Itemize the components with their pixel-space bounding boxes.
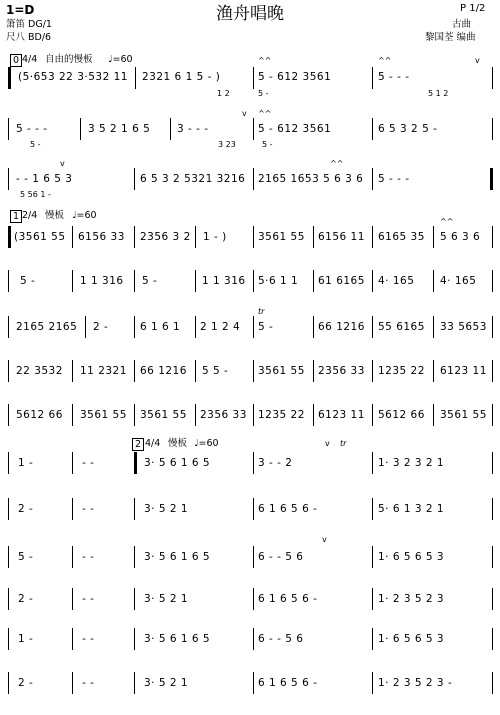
barline xyxy=(8,628,9,650)
barline xyxy=(372,118,373,140)
measure: 3 - - - xyxy=(177,123,209,135)
staff-row xyxy=(0,208,500,254)
staff-row xyxy=(0,158,500,206)
measure: 1· 2 3 5 2 3 xyxy=(378,593,445,605)
barline xyxy=(492,67,493,89)
barline xyxy=(134,498,135,520)
barline xyxy=(72,588,73,610)
barline xyxy=(8,452,9,474)
measure: 6 - - 5 6 xyxy=(258,551,304,563)
measure: 6165 35 xyxy=(378,231,425,243)
measure: 3561 55 xyxy=(440,409,487,421)
measure: 2356 33 xyxy=(200,409,247,421)
barline xyxy=(253,168,254,190)
instrument-1: 箫笛 DG/1 xyxy=(6,19,52,30)
barline xyxy=(433,316,434,338)
measure: 5 5 - xyxy=(202,365,229,377)
measure: 2 1 2 4 xyxy=(200,321,241,333)
measure: 1· 6 5 6 5 3 xyxy=(378,633,445,645)
measure: 6 5 3 2 5 - xyxy=(378,123,438,135)
barline xyxy=(313,316,314,338)
measure: 1 1 316 xyxy=(202,275,246,287)
measure: 3· 5 6 1 6 5 xyxy=(144,457,211,469)
barline xyxy=(372,168,373,190)
barline xyxy=(372,672,373,694)
barline xyxy=(134,168,135,190)
barline xyxy=(372,452,373,474)
measure: 6156 33 xyxy=(78,231,125,243)
barline xyxy=(8,546,9,568)
measure: 5 - xyxy=(18,551,34,563)
barline xyxy=(8,270,9,292)
barline xyxy=(372,546,373,568)
measure: 3561 55 xyxy=(258,365,305,377)
barline xyxy=(85,316,86,338)
barline xyxy=(8,118,9,140)
barline xyxy=(8,672,9,694)
barline xyxy=(72,270,73,292)
measure: - - 1 6 5 3 xyxy=(16,173,73,185)
bpm-label: ♩=60 xyxy=(72,210,97,221)
barline xyxy=(372,360,373,382)
measure: 1· 3 2 3 2 1 xyxy=(378,457,445,469)
barline xyxy=(313,270,314,292)
measure: 5612 66 xyxy=(16,409,63,421)
barline xyxy=(433,226,434,248)
measure: 6156 11 xyxy=(318,231,365,243)
accent-mark: ^^ xyxy=(330,159,344,168)
tempo-label: 自由的慢板 xyxy=(45,54,93,65)
measure: 6 1 6 5 6 - xyxy=(258,503,318,515)
lower-voice: 5 1 2 xyxy=(428,89,449,98)
trill-mark: tr xyxy=(258,307,265,316)
staff-row xyxy=(0,108,500,154)
barline xyxy=(372,404,373,426)
breath-mark: v xyxy=(475,56,480,65)
measure: 3 5 2 1 6 5 xyxy=(88,123,151,135)
accent-mark: ^^ xyxy=(258,109,272,118)
staff-row xyxy=(0,266,500,302)
barline xyxy=(372,498,373,520)
staff-row xyxy=(0,534,500,574)
barline xyxy=(253,118,254,140)
staff-row xyxy=(0,622,500,658)
section-number: 0 xyxy=(10,54,22,67)
measure: 1 - xyxy=(18,633,34,645)
measure: 5· 6 1 3 2 1 xyxy=(378,503,445,515)
barline xyxy=(134,546,135,568)
barline xyxy=(492,628,493,650)
accent-mark: ^^ xyxy=(378,56,392,65)
barline xyxy=(492,316,493,338)
barline xyxy=(492,360,493,382)
measure: 6 1 6 1 xyxy=(140,321,181,333)
barline xyxy=(134,316,135,338)
barline xyxy=(253,226,254,248)
measure: 11 2321 xyxy=(80,365,127,377)
barline xyxy=(492,452,493,474)
staff-row xyxy=(0,398,500,434)
measure: 6123 11 xyxy=(318,409,365,421)
lower-voice: 5 - xyxy=(30,140,41,149)
measure: 66 1216 xyxy=(140,365,187,377)
breath-mark: v xyxy=(242,109,247,118)
barline xyxy=(492,588,493,610)
accent-mark: ^^ xyxy=(258,56,272,65)
barline xyxy=(195,360,196,382)
barline xyxy=(72,452,73,474)
measure: 3· 5 2 1 xyxy=(144,677,189,689)
meter-label: 4/4 xyxy=(22,54,38,65)
barline xyxy=(492,498,493,520)
measure: (5·653 22 3·532 11 xyxy=(18,71,128,83)
measure: 3· 5 6 1 6 5 xyxy=(144,551,211,563)
measure: 6 1 6 5 6 - xyxy=(258,677,318,689)
measure: 3561 55 xyxy=(258,231,305,243)
meter-label: 4/4 xyxy=(145,438,161,449)
measure: 5612 66 xyxy=(378,409,425,421)
measure: 5 - - - xyxy=(378,173,410,185)
barline xyxy=(492,270,493,292)
staff-row xyxy=(0,354,500,390)
barline xyxy=(170,118,171,140)
barline xyxy=(134,270,135,292)
measure: 1235 22 xyxy=(378,365,425,377)
measure: 4· 165 xyxy=(378,275,415,287)
bpm-label: ♩=60 xyxy=(194,438,219,449)
measure: 33 5653 xyxy=(440,321,487,333)
barline xyxy=(8,67,11,89)
barline xyxy=(195,270,196,292)
barline xyxy=(433,270,434,292)
measure: 66 1216 xyxy=(318,321,365,333)
measure: 1 - xyxy=(18,457,34,469)
lower-voice: 1 2 xyxy=(217,89,230,98)
trill-mark: tr xyxy=(340,439,347,448)
measure: - - xyxy=(82,457,95,469)
measure: 2165 1653 5 6 3 6 xyxy=(258,173,364,185)
barline xyxy=(8,168,9,190)
barline xyxy=(72,498,73,520)
lower-voice: 3 23 xyxy=(218,140,236,149)
lower-voice: 5 56 1 - xyxy=(20,190,51,199)
barline xyxy=(253,588,254,610)
measure: 5 - - - xyxy=(378,71,410,83)
measure: (3561 55 xyxy=(14,231,66,243)
staff-row xyxy=(0,494,500,530)
measure: 3· 5 2 1 xyxy=(144,503,189,515)
measure: 2 - xyxy=(18,677,34,689)
barline xyxy=(253,452,254,474)
barline xyxy=(8,316,9,338)
measure: 1· 2 3 5 2 3 - xyxy=(378,677,453,689)
barline xyxy=(8,498,9,520)
barline xyxy=(8,404,9,426)
measure: 3561 55 xyxy=(80,409,127,421)
measure: - - xyxy=(82,593,95,605)
barline xyxy=(253,270,254,292)
barline xyxy=(253,546,254,568)
barline xyxy=(253,628,254,650)
barline xyxy=(492,546,493,568)
breath-mark: v xyxy=(60,159,65,168)
tempo-label: 慢板 xyxy=(45,210,65,221)
barline xyxy=(372,270,373,292)
bpm-label: ♩=60 xyxy=(108,54,133,65)
measure: 4· 165 xyxy=(440,275,477,287)
staff-row xyxy=(0,52,500,102)
barline xyxy=(372,628,373,650)
origin-label: 古曲 xyxy=(452,19,472,30)
measure: 61 6165 xyxy=(318,275,365,287)
barline xyxy=(253,498,254,520)
measure: 2356 3 2 xyxy=(140,231,191,243)
measure: 5 - - - xyxy=(16,123,48,135)
barline xyxy=(72,226,73,248)
lower-voice: 5 - xyxy=(258,89,269,98)
staff-row xyxy=(0,666,500,706)
measure: 3· 5 2 1 xyxy=(144,593,189,605)
barline xyxy=(253,404,254,426)
measure: 5 - 612 3561 xyxy=(258,123,332,135)
measure: - - xyxy=(82,503,95,515)
barline xyxy=(72,672,73,694)
barline xyxy=(72,546,73,568)
measure: 1 1 316 xyxy=(80,275,124,287)
arranger-label: 黎国荃 编曲 xyxy=(425,32,476,43)
barline xyxy=(134,672,135,694)
meter-label: 2/4 xyxy=(22,210,38,221)
score-title: 渔舟唱晚 xyxy=(216,4,284,24)
barline xyxy=(372,316,373,338)
barline xyxy=(8,360,9,382)
barline xyxy=(492,118,493,140)
barline xyxy=(195,316,196,338)
barline xyxy=(135,67,136,89)
breath-mark: v xyxy=(325,439,330,448)
barline xyxy=(253,67,254,89)
section-number: 1 xyxy=(10,210,22,223)
measure: 5 - xyxy=(142,275,158,287)
measure: 3· 5 6 1 6 5 xyxy=(144,633,211,645)
measure: - - xyxy=(82,677,95,689)
barline xyxy=(313,360,314,382)
measure: 3561 55 xyxy=(140,409,187,421)
lower-voice: 5 - xyxy=(262,140,273,149)
measure: 1 - ) xyxy=(203,231,227,243)
staff-row xyxy=(0,580,500,616)
barline xyxy=(372,67,373,89)
measure: 5 - 612 3561 xyxy=(258,71,332,83)
measure: 2356 33 xyxy=(318,365,365,377)
barline xyxy=(134,404,135,426)
measure: 6 - - 5 6 xyxy=(258,633,304,645)
measure: 5 - xyxy=(258,321,274,333)
section-number: 2 xyxy=(132,438,144,451)
barline xyxy=(8,588,9,610)
barline xyxy=(134,226,135,248)
measure: 1235 22 xyxy=(258,409,305,421)
barline xyxy=(372,226,373,248)
measure: 2 - xyxy=(18,593,34,605)
measure: 6 1 6 5 6 - xyxy=(258,593,318,605)
measure: 2165 2165 xyxy=(16,321,78,333)
measure: 2 - xyxy=(18,503,34,515)
barline xyxy=(253,316,254,338)
barline xyxy=(72,628,73,650)
barline xyxy=(72,404,73,426)
measure: 5 - xyxy=(20,275,36,287)
measure: 5 6 3 6 xyxy=(440,231,481,243)
key-signature: 1=D xyxy=(6,3,35,17)
tempo-label: 慢板 xyxy=(168,438,188,449)
barline xyxy=(253,360,254,382)
barline xyxy=(195,404,196,426)
barline xyxy=(253,672,254,694)
barline xyxy=(313,404,314,426)
barline xyxy=(313,226,314,248)
measure: 6 5 3 2 5321 3216 xyxy=(140,173,246,185)
measure: 3 - - 2 xyxy=(258,457,293,469)
barline xyxy=(72,360,73,382)
barline xyxy=(372,588,373,610)
barline xyxy=(8,226,11,248)
barline xyxy=(134,452,137,474)
measure: - - xyxy=(82,633,95,645)
measure: 22 3532 xyxy=(16,365,63,377)
barline xyxy=(490,168,493,190)
barline xyxy=(492,404,493,426)
measure: 1· 6 5 6 5 3 xyxy=(378,551,445,563)
breath-mark: v xyxy=(322,535,327,544)
barline xyxy=(492,226,493,248)
measure: - - xyxy=(82,551,95,563)
measure: 5·6 1 1 xyxy=(258,275,299,287)
measure: 2321 6 1 5 - ) xyxy=(142,71,221,83)
staff-row xyxy=(0,308,500,344)
barline xyxy=(195,226,196,248)
measure: 55 6165 xyxy=(378,321,425,333)
barline xyxy=(134,628,135,650)
barline xyxy=(80,118,81,140)
barline xyxy=(134,360,135,382)
measure: 2 - xyxy=(93,321,109,333)
barline xyxy=(134,588,135,610)
instrument-2: 尺八 BD/6 xyxy=(6,32,52,43)
accent-mark: ^^ xyxy=(440,217,454,226)
barline xyxy=(492,672,493,694)
barline xyxy=(433,404,434,426)
page-number: P 1/2 xyxy=(460,3,486,14)
barline xyxy=(433,360,434,382)
staff-row xyxy=(0,438,500,480)
measure: 6123 11 xyxy=(440,365,487,377)
